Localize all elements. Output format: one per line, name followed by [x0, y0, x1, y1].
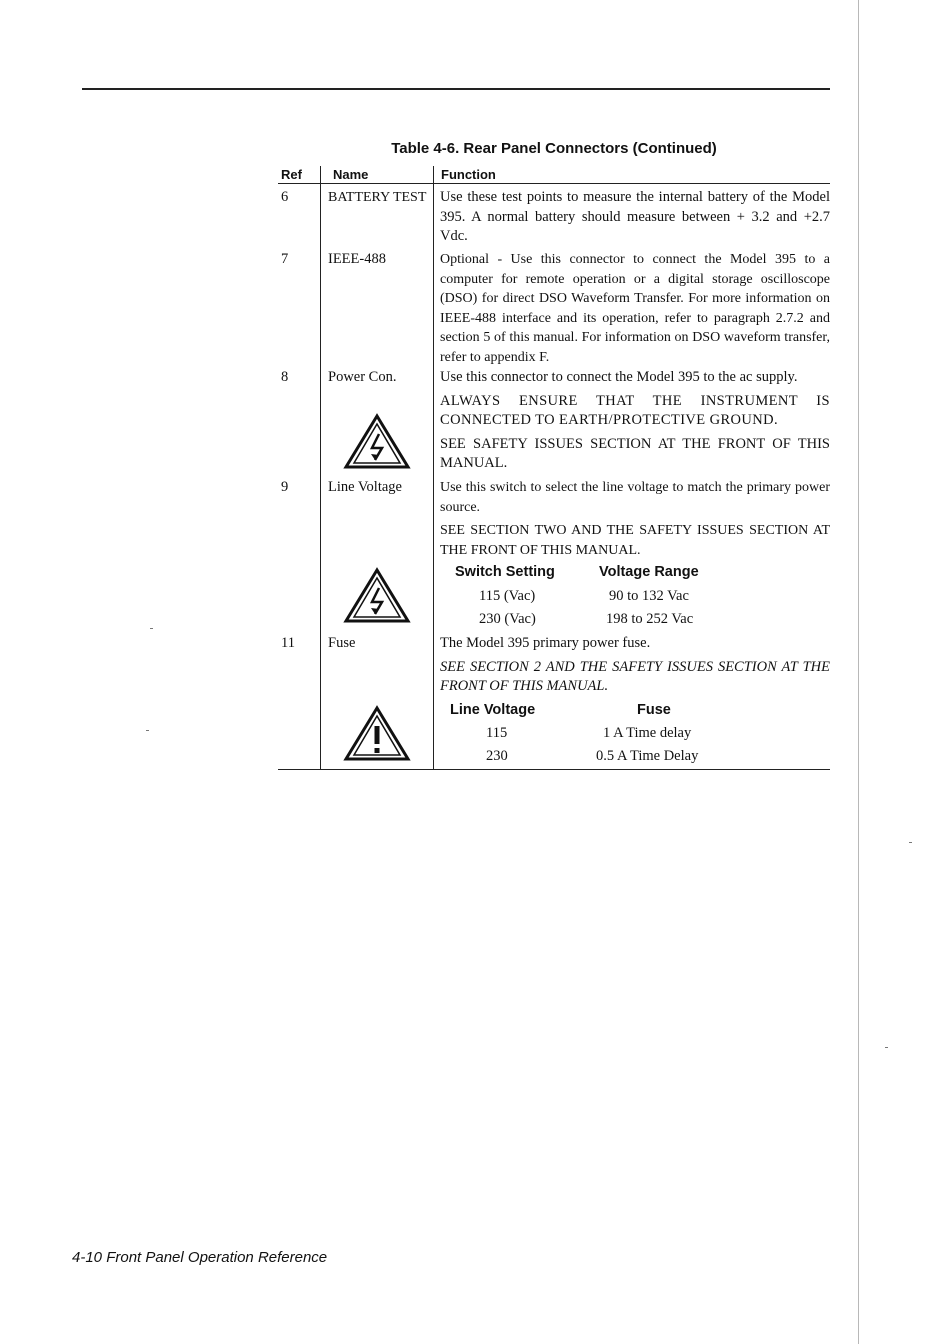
subtable-cell: 0.5 A Time Delay [596, 748, 699, 764]
table-title: Table 4-6. Rear Panel Connectors (Continued) [391, 140, 717, 157]
function-text: The Model 395 primary power fuse. [440, 635, 651, 651]
row-ref: 6 [281, 189, 289, 205]
header-rule [278, 183, 830, 184]
row-name: Fuse [328, 635, 356, 651]
row-function [440, 478, 830, 564]
row-ref: 11 [281, 635, 295, 651]
shock-hazard-warning-icon [342, 412, 412, 472]
row-ref: 9 [281, 479, 289, 495]
function-text: Use this switch to select the line voltage to match the primary power source. [440, 480, 830, 515]
function-warning-text: ALWAYS ENSURE THAT THE INSTRUMENT IS CONNECTED TO EARTH/PROTECTIVE GROUND. [440, 392, 830, 428]
caution-exclamation-icon [342, 704, 412, 764]
subtable-cell: 115 [486, 725, 508, 741]
row-name: BATTERY TEST [328, 190, 427, 205]
scan-speck [146, 730, 149, 731]
row-function [440, 250, 830, 371]
header-function: Function [441, 167, 496, 182]
row-name: IEEE-488 [328, 251, 386, 267]
row-function [440, 188, 830, 251]
scan-speck [885, 1047, 888, 1048]
rear-panel-connectors-table [278, 166, 830, 770]
subtable-cell: 115 (Vac) [479, 588, 536, 604]
bottom-rule [278, 769, 830, 770]
page-footer: 4-10 Front Panel Operation Reference [72, 1249, 328, 1266]
header-ref: Ref [281, 167, 302, 182]
top-rule [82, 88, 830, 90]
column-divider [320, 166, 321, 770]
subtable-cell: 90 to 132 Vac [609, 588, 689, 604]
row-ref: 7 [281, 251, 289, 267]
function-text: Use these test points to measure the internal battery of the Model 395. A normal battery should measure between + 3.2 and +2.7 Vdc. [440, 189, 830, 244]
row-function [440, 368, 830, 478]
subtable-header: Switch Setting [455, 564, 555, 580]
function-warning-text: SEE SECTION 2 AND THE SAFETY ISSUES SECTION AT THE FRONT OF THIS MANUAL. [440, 658, 830, 694]
row-name: Power Con. [328, 369, 397, 385]
function-text: Use this connector to connect the Model 395 to the ac supply. [440, 369, 798, 385]
subtable-cell: 198 to 252 Vac [606, 611, 694, 627]
row-function [440, 634, 830, 701]
row-ref: 8 [281, 369, 289, 385]
scan-speck [909, 842, 912, 843]
subtable-header: Line Voltage [450, 702, 536, 718]
subtable-cell: 230 (Vac) [479, 611, 536, 627]
function-warning-text: SEE SECTION TWO AND THE SAFETY ISSUES SECTION AT THE FRONT OF THIS MANUAL. [440, 523, 830, 558]
page-edge-line [858, 0, 859, 1344]
subtable-header: Fuse [637, 702, 671, 718]
scan-speck [150, 628, 153, 629]
row-name: Line Voltage [328, 479, 402, 495]
header-name: Name [333, 167, 369, 182]
function-text: Optional - Use this connector to connect the Model 395 to a computer for remote operation or a digital storage oscilloscope (DSO) for direct DSO Waveform Transfer. For more information on IEEE-488 interface and its operation, refer to paragraph 2.7.2 and section 5 of this manual. For information on DSO waveform transfer, refer to appendix F. [440, 252, 830, 365]
column-divider [433, 166, 434, 770]
function-warning-text: SEE SAFETY ISSUES SECTION AT THE FRONT OF THIS MANUAL. [440, 435, 830, 471]
subtable-header: Voltage Range [599, 564, 699, 580]
subtable-cell: 1 A Time delay [603, 725, 692, 741]
subtable-cell: 230 [486, 748, 508, 764]
shock-hazard-warning-icon [342, 566, 412, 626]
